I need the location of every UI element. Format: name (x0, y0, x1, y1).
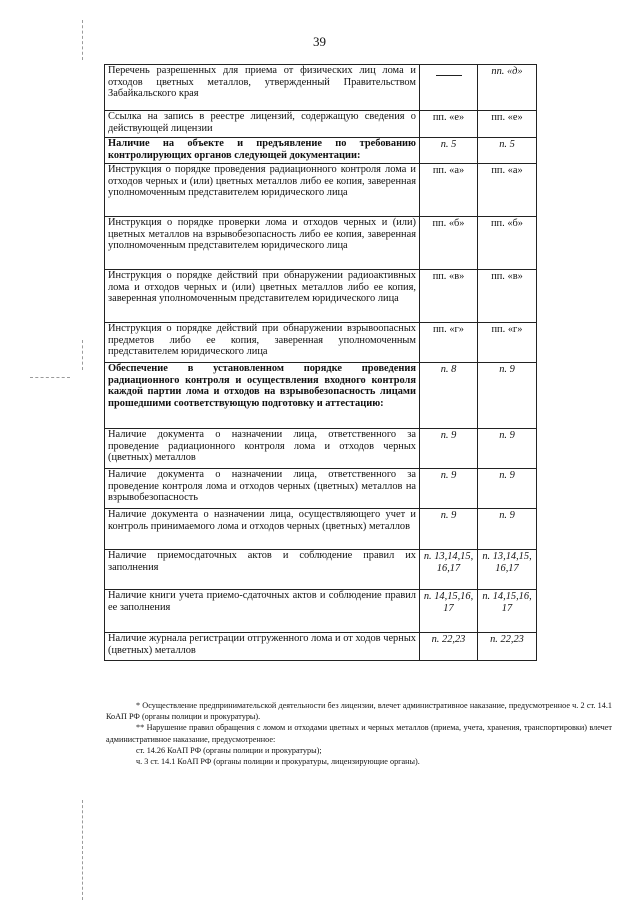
row-ref-col2: пп. «а» (478, 164, 537, 217)
footnote-2: ** Нарушение правил обращения с ломом и отходами цветных и черных металлов (приема, учета, хранения, транспортировки) влечет административное наказание, предусмотренное: (106, 723, 612, 744)
row-ref-col1: п. 22,23 (420, 633, 478, 661)
row-ref-col2: п. 9 (478, 509, 537, 550)
row-ref-col1: пп. «б» (420, 217, 478, 270)
row-ref-col2: п. 9 (478, 363, 537, 429)
row-ref-col2: пп. «г» (478, 323, 537, 363)
row-description: Наличие книги учета приемо-сдаточных актов и соблюдение правил ее заполнения (105, 590, 420, 633)
dash-mark (436, 66, 462, 76)
row-ref-col1: пп. «в» (420, 270, 478, 323)
row-ref-col1 (420, 65, 478, 111)
row-description: Инструкция о порядке проверки лома и отходов черных и (или) цветных металлов на взрывобезопасность либо ее копия, заверенная уполномоченным представителем юридического лица (105, 217, 420, 270)
row-ref-col2: пп. «е» (478, 111, 537, 138)
scan-artifact (82, 800, 83, 900)
table-row (105, 590, 537, 633)
row-description: Инструкция о порядке действий при обнаружении радиоактивных лома и отходов черных и (или) цветных металлов либо ее копия, заверенная уполномоченным представителем юридического лица (105, 270, 420, 323)
table-row (105, 363, 537, 429)
page-number: 39 (313, 34, 326, 49)
row-ref-col1: пп. «г» (420, 323, 478, 363)
row-ref-col2: пп. «в» (478, 270, 537, 323)
row-description: Наличие приемосдаточных актов и соблюдение правил их заполнения (105, 550, 420, 590)
table-row (105, 633, 537, 661)
footnotes (106, 700, 612, 767)
row-description: Наличие документа о назначении лица, осуществляющего учет и контроль принимаемого лома и отходов черных (цветных) металлов (105, 509, 420, 550)
row-ref-col2: пп. «б» (478, 217, 537, 270)
table-row (105, 164, 537, 217)
requirements-table (104, 64, 537, 661)
table-row (105, 111, 537, 138)
row-description: Наличие журнала регистрации отгруженного лома и от ходов черных (цветных) металлов (105, 633, 420, 661)
table-row (105, 550, 537, 590)
row-ref-col2: п. 9 (478, 469, 537, 509)
row-description: Перечень разрешенных для приема от физических лиц лома и отходов цветных металлов, утвержденный Правительством Забайкальского края (105, 65, 420, 111)
row-description: Наличие документа о назначении лица, ответственного за проведение радиационного контроля лома и отходов черных (цветных) металлов (105, 429, 420, 469)
row-description: Наличие документа о назначении лица, ответственного за проведение контроля лома и отходов черных (цветных) металлов на взрывобезопасность (105, 469, 420, 509)
table-row (105, 217, 537, 270)
row-ref-col1: п. 9 (420, 509, 478, 550)
row-description: Инструкция о порядке действий при обнаружении взрывоопасных предметов либо ее копия, заверенная уполномоченным представителем юридического лица (105, 323, 420, 363)
table-row (105, 323, 537, 363)
row-description: Обеспечение в установленном порядке проведения радиационного контроля и осуществления входного контроля каждой партии лома и отходов на взрывобезопасность лицами прошедшими соответствующую подготовку и аттестацию: (105, 363, 420, 429)
row-ref-col1: пп. «а» (420, 164, 478, 217)
row-ref-col1: п. 8 (420, 363, 478, 429)
row-ref-col2: п. 9 (478, 429, 537, 469)
row-ref-col2: п. 5 (478, 138, 537, 164)
scan-artifact (82, 340, 83, 370)
row-description: Ссылка на запись в реестре лицензий, содержащую сведения о действующей лицензии (105, 111, 420, 138)
table-row (105, 429, 537, 469)
row-ref-col2: п. 13,14,15, 16,17 (478, 550, 537, 590)
row-ref-col1: п. 9 (420, 469, 478, 509)
table-row (105, 270, 537, 323)
row-ref-col1: пп. «е» (420, 111, 478, 138)
row-ref-col2: п. 14,15,16, 17 (478, 590, 537, 633)
footnote-3: ст. 14.26 КоАП РФ (органы полиции и прокуратуры); (136, 745, 322, 755)
table-row (105, 509, 537, 550)
table-row (105, 469, 537, 509)
row-ref-col1: п. 9 (420, 429, 478, 469)
row-ref-col1: п. 14,15,16, 17 (420, 590, 478, 633)
row-description: Наличие на объекте и предъявление по требованию контролирующих органов следующей документации: (105, 138, 420, 164)
row-ref-col2: п. 22,23 (478, 633, 537, 661)
table-row (105, 65, 537, 111)
scan-artifact (30, 377, 70, 378)
row-description: Инструкция о порядке проведения радиационного контроля лома и отходов черных и (или) цветных металлов либо ее копия, заверенная уполномоченным представителем юридического лица (105, 164, 420, 217)
row-ref-col2: пп. «д» (478, 65, 537, 111)
footnote-4: ч. 3 ст. 14.1 КоАП РФ (органы полиции и прокуратуры, лицензирующие органы). (136, 757, 420, 767)
footnote-1: * Осуществление предпринимательской деятельности без лицензии, влечет административное наказание, предусмотренное ч. 2 ст. 14.1 КоАП РФ (органы полиции и прокуратуры). (106, 701, 612, 722)
row-ref-col1: п. 13,14,15, 16,17 (420, 550, 478, 590)
row-ref-col1: п. 5 (420, 138, 478, 164)
scan-artifact (82, 20, 83, 60)
table-row (105, 138, 537, 164)
